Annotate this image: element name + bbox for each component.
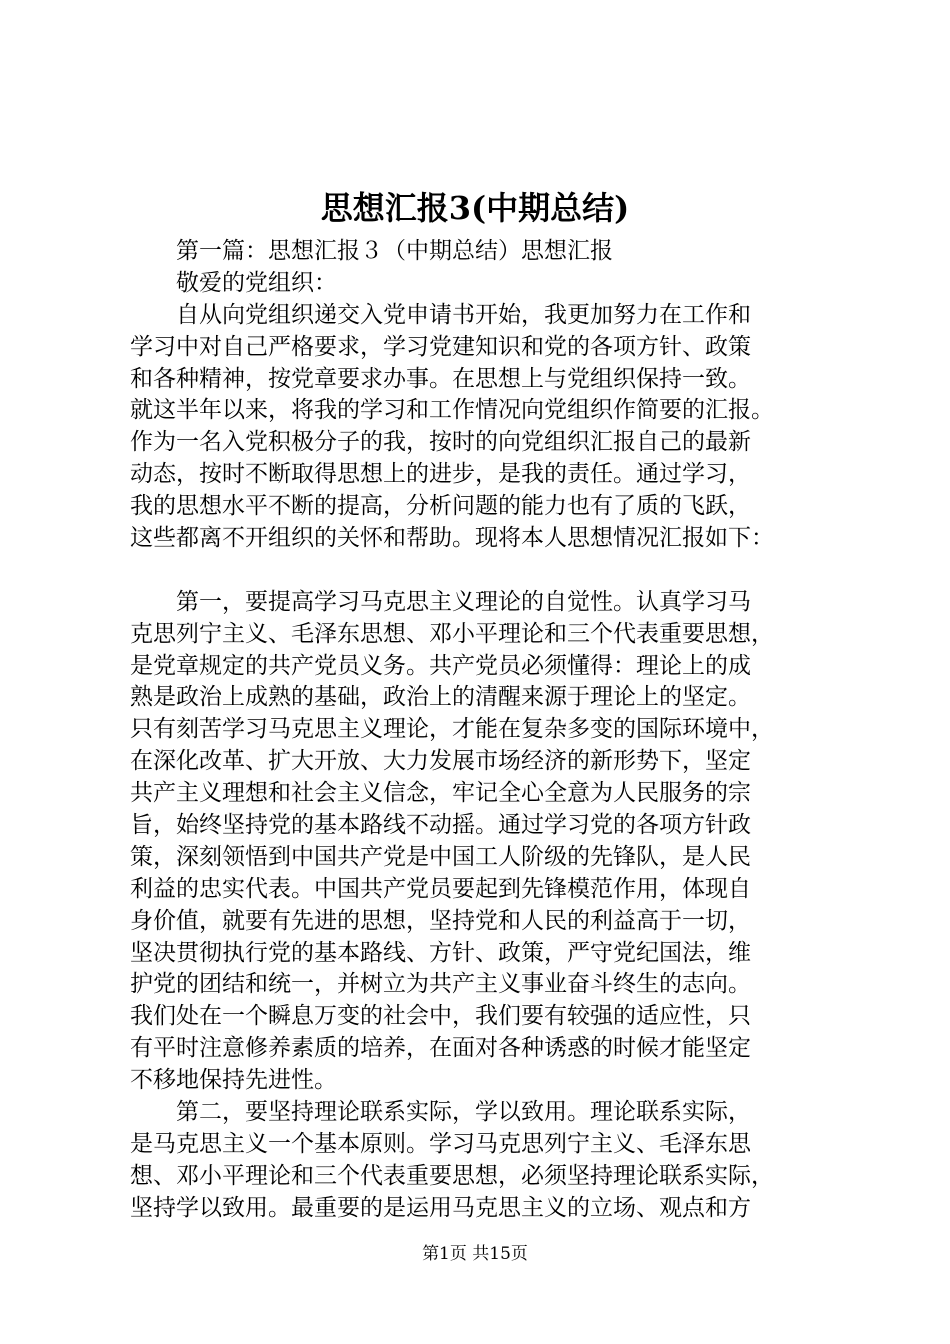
text-line: 我们处在一个瞬息万变的社会中，我们要有较强的适应性，只	[130, 1003, 751, 1030]
text-line: 第二，要坚持理论联系实际，学以致用。理论联系实际，	[130, 1099, 751, 1126]
text-line: 动态，按时不断取得思想上的进步，是我的责任。通过学习，	[130, 461, 751, 488]
text-line: 利益的忠实代表。中国共产党员要起到先锋模范作用，体现自	[130, 875, 751, 902]
text-line: 是党章规定的共产党员义务。共产党员必须懂得：理论上的成	[130, 652, 751, 679]
text-line: 和各种精神，按党章要求办事。在思想上与党组织保持一致。	[130, 365, 751, 392]
text-line: 护党的团结和统一，并树立为共产主义事业奋斗终生的志向。	[130, 971, 751, 998]
text-line: 我的思想水平不断的提高，分析问题的能力也有了质的飞跃，	[130, 493, 751, 520]
text-line: 有平时注意修养素质的培养，在面对各种诱惑的时候才能坚定	[130, 1035, 751, 1062]
blank-line	[130, 555, 836, 587]
text-line: 作为一名入党积极分子的我，按时的向党组织汇报自己的最新	[130, 429, 751, 456]
text-line: 坚决贯彻执行党的基本路线、方针、政策，严守党纪国法，维	[130, 939, 751, 966]
text-line: 不移地保持先进性。	[130, 1067, 337, 1094]
text-line: 第一篇：思想汇报３（中期总结）思想汇报	[130, 238, 613, 264]
text-line: 旨，始终坚持党的基本路线不动摇。通过学习党的各项方针政	[130, 812, 751, 839]
text-line: 就这半年以来，将我的学习和工作情况向党组织作简要的汇报。	[130, 397, 774, 424]
text-line: 策，深刻领悟到中国共产党是中国工人阶级的先锋队，是人民	[130, 843, 751, 870]
text-line: 克思列宁主义、毛泽东思想、邓小平理论和三个代表重要思想，	[130, 620, 774, 647]
text-line: 学习中对自己严格要求，学习党建知识和党的各项方针、政策	[130, 333, 751, 360]
text-line: 是马克思主义一个基本原则。学习马克思列宁主义、毛泽东思	[130, 1130, 751, 1157]
page-footer: 第1页 共15页	[422, 1244, 528, 1264]
text-line: 敬爱的党组织：	[130, 269, 337, 296]
text-line: 身价值，就要有先进的思想，坚持党和人民的利益高于一切，	[130, 907, 751, 934]
text-line: 第一，要提高学习马克思主义理论的自觉性。认真学习马	[130, 588, 751, 615]
text-line: 自从向党组织递交入党申请书开始，我更加努力在工作和	[130, 301, 751, 328]
text-line: 熟是政治上成熟的基础，政治上的清醒来源于理论上的坚定。	[130, 684, 751, 711]
document-title: 思想汇报3(中期总结)	[320, 189, 630, 227]
document-body	[130, 236, 836, 1225]
text-line: 这些都离不开组织的关怀和帮助。现将本人思想情况汇报如下：	[130, 525, 774, 552]
text-line: 想、邓小平理论和三个代表重要思想，必须坚持理论联系实际，	[130, 1162, 774, 1189]
text-line: 坚持学以致用。最重要的是运用马克思主义的立场、观点和方	[130, 1194, 751, 1221]
text-line: 在深化改革、扩大开放、大力发展市场经济的新形势下，坚定	[130, 748, 751, 775]
text-line: 共产主义理想和社会主义信念，牢记全心全意为人民服务的宗	[130, 780, 751, 807]
text-line: 只有刻苦学习马克思主义理论，才能在复杂多变的国际环境中，	[130, 716, 774, 743]
